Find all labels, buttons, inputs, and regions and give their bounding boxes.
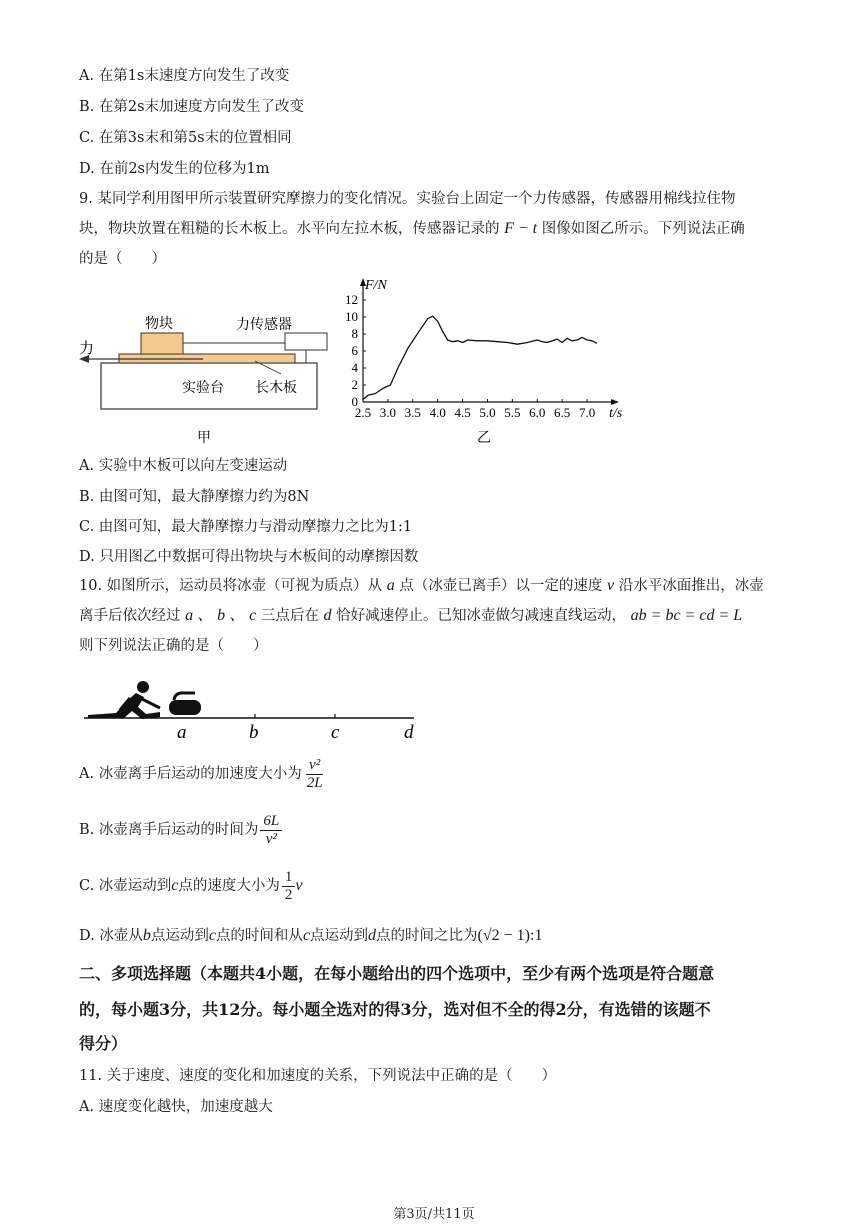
point-label-c: c bbox=[331, 722, 340, 743]
curling-stone-icon bbox=[169, 693, 201, 715]
q9-stem-2a: 块，物块放置在粗糙的长木板上。水平向左拉木板，传感器记录的 bbox=[79, 221, 500, 237]
q10-stem-line-2 bbox=[79, 606, 742, 626]
q10-option-c-var-v: v bbox=[295, 877, 303, 894]
x-tick-label: 6.5 bbox=[554, 405, 571, 420]
chart-ylabel: F/N bbox=[365, 278, 387, 293]
q9-ft-variable: F − t bbox=[504, 220, 538, 237]
y-tick-label: 6 bbox=[351, 343, 358, 358]
q10-option-b-fraction bbox=[260, 813, 282, 848]
q10-option-d-text5: 点的时间之比为 bbox=[376, 928, 478, 944]
chart-series bbox=[363, 316, 597, 399]
q9-stem-line-2 bbox=[79, 219, 745, 239]
q8-option-d: D. 在前2s内发生的位移为1m bbox=[79, 161, 270, 177]
label-force: 力 bbox=[79, 341, 95, 357]
q10-option-d-var-c: c bbox=[208, 927, 216, 944]
q10-var-v: v bbox=[607, 577, 615, 594]
y-tick-label: 0 bbox=[351, 394, 358, 409]
caption-jia: 甲 bbox=[197, 431, 211, 446]
fraction-numerator: 1 bbox=[282, 869, 296, 887]
q10-stem-line-3: 则下列说法正确的是（ ） bbox=[79, 638, 268, 654]
q10-stem-2a: 离手后依次经过 bbox=[79, 608, 181, 624]
q11-option-a: A. 速度变化越快，加速度越大 bbox=[79, 1099, 273, 1115]
q10-option-d-ratio: (√2 − 1):1 bbox=[477, 927, 543, 944]
curling-figure bbox=[80, 676, 425, 748]
q10-stem-2c: 恰好减速停止。已知冰壶做匀减速直线运动， bbox=[336, 608, 627, 624]
section2-line-2: 的，每小题3分，共12分。每小题全选对的得3分，选对但不全的得2分，有选错的该题不 bbox=[79, 1000, 711, 1019]
x-tick-label: 5.0 bbox=[479, 405, 496, 420]
q10-option-a bbox=[79, 756, 326, 792]
q10-option-c-var-c: c bbox=[171, 877, 179, 894]
q9-option-b: B. 由图可知，最大静摩擦力约为8N bbox=[79, 489, 310, 505]
y-tick-label: 10 bbox=[345, 309, 358, 324]
q8-option-b: B. 在第2s末加速度方向发生了改变 bbox=[79, 99, 305, 115]
x-tick-label: 3.5 bbox=[404, 405, 421, 420]
y-tick-label: 2 bbox=[351, 377, 358, 392]
q10-option-c-mid: 点的速度大小为 bbox=[178, 878, 280, 894]
point-label-d: d bbox=[404, 722, 414, 743]
fraction-numerator: v² bbox=[306, 757, 323, 775]
figure-jia bbox=[75, 300, 345, 450]
fraction-denominator: 2 bbox=[284, 886, 293, 903]
q10-option-b bbox=[79, 812, 282, 848]
label-sensor: 力传感器 bbox=[236, 318, 292, 333]
q10-points-abc: a 、 b 、 c bbox=[185, 607, 257, 624]
x-tick-label: 4.0 bbox=[429, 405, 446, 420]
x-tick-label: 3.0 bbox=[379, 405, 397, 420]
q10-option-c-fraction bbox=[282, 869, 296, 904]
label-board: 长木板 bbox=[255, 381, 297, 396]
chart-ticks bbox=[345, 292, 595, 420]
fraction-denominator: 2L bbox=[306, 774, 323, 791]
section2-line-1: 二、多项选择题（本题共4小题，在每小题给出的四个选项中，至少有两个选项是符合题意 bbox=[79, 964, 715, 983]
label-block: 物块 bbox=[145, 317, 173, 332]
q10-option-d bbox=[79, 926, 542, 946]
q10-option-c bbox=[79, 868, 303, 904]
q10-option-d-text4: 点运动到 bbox=[310, 928, 369, 944]
q10-var-a: a bbox=[386, 577, 395, 594]
q11-stem: 11. 关于速度、速度的变化和加速度的关系，下列说法中正确的是（ ） bbox=[79, 1068, 557, 1084]
q8-option-a: A. 在第1s末速度方向发生了改变 bbox=[79, 68, 290, 84]
caption-yi: 乙 bbox=[477, 431, 491, 446]
section2-line-3: 得分） bbox=[79, 1034, 128, 1053]
q9-stem-line-3: 的是（ ） bbox=[79, 251, 166, 267]
athlete-icon bbox=[88, 681, 160, 719]
force-sensor bbox=[285, 333, 327, 350]
q10-option-d-var-b: b bbox=[142, 927, 151, 944]
x-tick-label: 2.5 bbox=[354, 405, 372, 420]
q10-option-d-var-d: d bbox=[368, 927, 377, 944]
figure-yi-chart bbox=[335, 272, 635, 447]
q8-option-c: C. 在第3s末和第5s末的位置相同 bbox=[79, 130, 292, 146]
q10-stem-2b: 三点后在 bbox=[260, 608, 319, 624]
q10-equation: ab = bc = cd = L bbox=[630, 607, 743, 624]
x-tick-label: 4.5 bbox=[454, 405, 471, 420]
x-tick-label: 5.5 bbox=[504, 405, 521, 420]
q10-stem-line-1 bbox=[79, 576, 764, 596]
q10-stem-1c: 沿水平冰面推出，冰壶 bbox=[618, 578, 764, 594]
q9-stem-line-1: 9. 某同学利用图甲所示装置研究摩擦力的变化情况。实验台上固定一个力传感器，传感器用棉线拉住物 bbox=[79, 191, 736, 207]
q10-option-d-text2: 点运动到 bbox=[150, 928, 209, 944]
q10-option-d-text3: 点的时间和从 bbox=[215, 928, 303, 944]
q9-option-c: C. 由图可知，最大静摩擦力与滑动摩擦力之比为1:1 bbox=[79, 519, 413, 535]
q9-stem-2b: 图像如图乙所示。下列说法正确 bbox=[541, 221, 745, 237]
x-axis-arrowhead bbox=[611, 399, 619, 405]
label-table: 实验台 bbox=[182, 381, 224, 396]
x-tick-label: 7.0 bbox=[578, 405, 596, 420]
q10-option-d-var-c2: c bbox=[302, 927, 311, 944]
q10-option-d-text1: D. 冰壶从 bbox=[79, 928, 143, 944]
point-label-a: a bbox=[177, 722, 187, 743]
point-label-b: b bbox=[249, 722, 259, 743]
page-footer: 第3页/共11页 bbox=[393, 1207, 475, 1222]
block bbox=[141, 333, 183, 354]
q10-option-a-text: A. 冰壶离手后运动的加速度大小为 bbox=[79, 766, 302, 782]
q10-stem-1b: 点（冰壶已离手）以一定的速度 bbox=[399, 578, 603, 594]
x-tick-label: 6.0 bbox=[529, 405, 546, 420]
force-time-curve bbox=[363, 316, 597, 399]
q10-option-a-fraction bbox=[304, 757, 326, 792]
fraction-denominator: v² bbox=[265, 830, 277, 847]
q10-var-d: d bbox=[323, 607, 332, 624]
q10-option-b-text: B. 冰壶离手后运动的时间为 bbox=[79, 822, 259, 838]
y-tick-label: 4 bbox=[351, 360, 358, 375]
q9-option-a: A. 实验中木板可以向左变速运动 bbox=[79, 458, 288, 474]
q10-option-c-text: C. 冰壶运动到 bbox=[79, 878, 172, 894]
q10-stem-1a: 10. 如图所示，运动员将冰壶（可视为质点）从 bbox=[79, 578, 383, 594]
y-tick-label: 12 bbox=[345, 292, 358, 307]
y-tick-label: 8 bbox=[351, 326, 358, 341]
fraction-numerator: 6L bbox=[260, 813, 282, 831]
chart-xlabel: t/s bbox=[609, 406, 623, 421]
q9-option-d: D. 只用图乙中数据可得出物块与木板间的动摩擦因数 bbox=[79, 549, 419, 565]
